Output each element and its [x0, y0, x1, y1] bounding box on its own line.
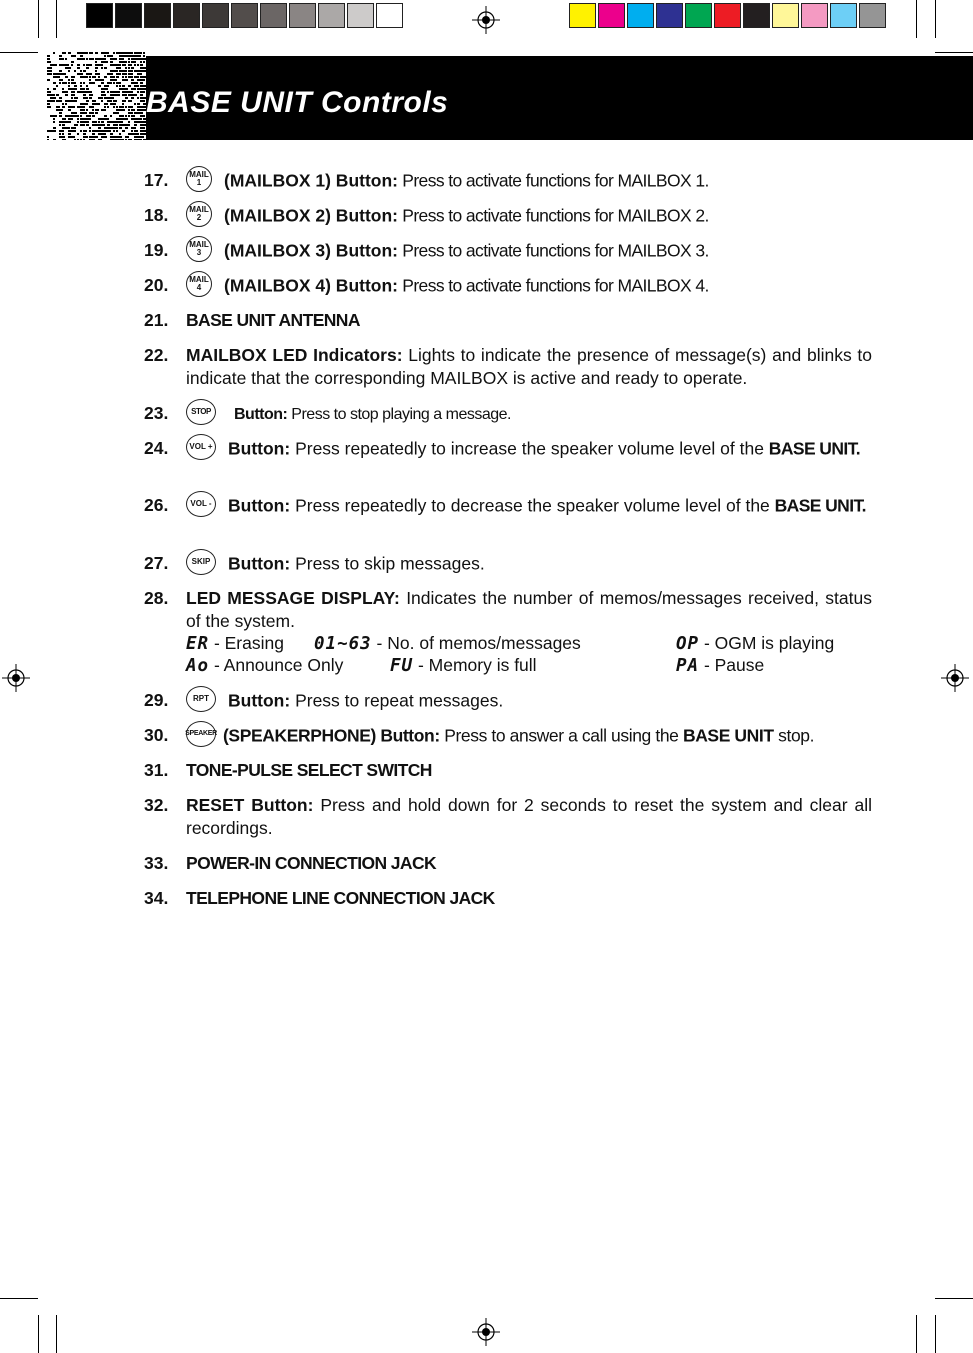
item-text: Indicates the number of memos/messages received, status of the system.: [186, 588, 872, 631]
item-label: LED MESSAGE DISPLAY:: [186, 588, 400, 608]
item-text: Press repeatedly to decrease the speaker volume level of the: [290, 495, 775, 516]
item-label-emphasis: BASE UNIT: [682, 725, 774, 746]
item-number: 32.: [144, 795, 169, 815]
color-swatch: [656, 3, 683, 28]
crop-mark: [935, 0, 936, 38]
item-number: 26.: [144, 495, 169, 515]
list-item: [144, 587, 872, 676]
item-label: Button:: [228, 495, 291, 516]
crop-mark: [38, 1315, 39, 1353]
item-number: 24.: [144, 438, 169, 458]
gray-swatch: [376, 3, 403, 28]
item-text: Press repeatedly to increase the speaker volume level of the: [290, 438, 769, 459]
item-label: (SPEAKERPHONE) Button:: [223, 725, 440, 746]
item-text: Press to activate functions for MAILBOX 4.: [398, 275, 709, 296]
item-label: BASE UNIT ANTENNA: [186, 310, 360, 330]
gray-swatch: [115, 3, 142, 28]
gray-swatch: [318, 3, 345, 28]
color-swatch: [714, 3, 741, 28]
item-label-emphasis: BASE UNIT.: [774, 495, 866, 516]
item-text: Lights to indicate the presence of message(s) and blinks to indicate that the corresponding MAILBOX is active and ready to operate.: [186, 345, 872, 388]
crop-mark: [56, 1315, 57, 1353]
led-legend-entry: [314, 632, 581, 656]
item-text: Press and hold down for 2 seconds to reset the system and clear all recordings.: [186, 795, 872, 838]
item-label: TELEPHONE LINE CONNECTION JACK: [186, 888, 495, 908]
item-number: 21.: [144, 310, 169, 330]
color-swatch: [859, 3, 886, 28]
gray-swatch: [260, 3, 287, 28]
item-text: stop.: [773, 725, 815, 746]
item-number: 17.: [144, 170, 169, 190]
item-number: 31.: [144, 760, 169, 780]
color-swatch: [569, 3, 596, 28]
item-text: Press to activate functions for MAILBOX 1.: [398, 170, 709, 191]
led-code: 01~63: [314, 634, 372, 654]
item-label: Button:: [228, 553, 291, 574]
gray-swatch: [289, 3, 316, 28]
registration-mark-icon: [472, 6, 500, 34]
crop-mark: [916, 1315, 917, 1353]
page-title: BASE UNIT Controls: [146, 86, 449, 119]
item-label: (MAILBOX 4) Button:: [224, 275, 398, 296]
crop-mark: [935, 52, 973, 53]
color-swatch: [685, 3, 712, 28]
led-description: - Pause: [699, 655, 765, 675]
led-code: Ao: [186, 656, 210, 676]
item-label: Button:: [234, 406, 288, 424]
item-label-emphasis: BASE UNIT.: [768, 438, 861, 459]
color-swatch: [830, 3, 857, 28]
led-description: - Memory is full: [413, 655, 537, 675]
item-label: (MAILBOX 1) Button:: [224, 170, 398, 191]
crop-mark: [935, 1298, 973, 1299]
item-text: Press to answer a call using the: [439, 725, 683, 746]
led-legend-entry: [390, 654, 537, 678]
led-description: - OGM is playing: [699, 633, 835, 653]
color-swatch: [627, 3, 654, 28]
item-number: 30.: [144, 725, 169, 745]
stop-button-icon: STOP: [186, 399, 216, 425]
led-code: PA: [676, 656, 700, 676]
gray-swatch: [347, 3, 374, 28]
mailbox-1-button-icon: MAIL 1: [186, 166, 212, 192]
item-text: Press to repeat messages.: [290, 690, 504, 711]
gray-swatch: [231, 3, 258, 28]
gray-swatch: [144, 3, 171, 28]
mailbox-4-button-icon: MAIL 4: [186, 271, 212, 297]
item-number: 20.: [144, 275, 169, 295]
led-code: OP: [676, 634, 700, 654]
item-number: 19.: [144, 240, 169, 260]
item-text: Press to skip messages.: [290, 553, 485, 574]
mailbox-2-button-icon: MAIL 2: [186, 201, 212, 227]
item-label: MAILBOX LED Indicators:: [186, 345, 403, 365]
speakerphone-button-icon: SPEAKER: [186, 721, 216, 747]
item-number: 33.: [144, 853, 169, 873]
led-legend-entry: [676, 654, 764, 678]
item-text: Press to activate functions for MAILBOX 2.: [398, 205, 709, 226]
crop-mark: [935, 1315, 936, 1353]
led-code: FU: [390, 656, 414, 676]
item-number: 34.: [144, 888, 169, 908]
item-label: TONE-PULSE SELECT SWITCH: [186, 760, 432, 780]
item-number: 23.: [144, 403, 169, 423]
registration-mark-icon: [2, 664, 30, 692]
item-label: POWER-IN CONNECTION JACK: [186, 853, 437, 873]
item-label: Button:: [228, 690, 291, 711]
gray-swatch: [202, 3, 229, 28]
led-legend-entry: [186, 654, 343, 678]
led-legend-entry: [186, 632, 284, 656]
item-number: 28.: [144, 588, 169, 608]
led-code: ER: [186, 634, 210, 654]
gray-swatch: [86, 3, 113, 28]
crop-mark: [0, 52, 38, 53]
header-bar-top: [146, 56, 973, 70]
item-label: RESET Button:: [186, 795, 314, 815]
crop-mark: [0, 1298, 38, 1299]
skip-button-icon: SKIP: [186, 549, 216, 575]
color-swatch: [801, 3, 828, 28]
crop-mark: [38, 0, 39, 38]
item-label: (MAILBOX 3) Button:: [224, 240, 398, 261]
mailbox-3-button-icon: MAIL 3: [186, 236, 212, 262]
color-swatch: [598, 3, 625, 28]
color-swatch: [743, 3, 770, 28]
item-number: 18.: [144, 205, 169, 225]
header-pattern-graphic: [47, 52, 146, 140]
gray-swatch: [173, 3, 200, 28]
volume-up-button-icon: VOL +: [186, 434, 216, 460]
registration-mark-icon: [472, 1318, 500, 1346]
item-text: Press to stop playing a message.: [287, 406, 511, 424]
led-description: - Announce Only: [209, 655, 344, 675]
item-number: 27.: [144, 553, 169, 573]
item-label: (MAILBOX 2) Button:: [224, 205, 398, 226]
crop-mark: [56, 0, 57, 38]
crop-mark: [916, 0, 917, 38]
item-text: Press to activate functions for MAILBOX 3.: [398, 240, 709, 261]
item-number: 22.: [144, 345, 169, 365]
repeat-button-icon: RPT: [186, 686, 216, 712]
volume-down-button-icon: VOL -: [186, 491, 216, 517]
item-number: 29.: [144, 690, 169, 710]
led-legend-entry: [676, 632, 834, 656]
led-description: - No. of memos/messages: [371, 633, 581, 653]
color-swatch: [772, 3, 799, 28]
led-description: - Erasing: [209, 633, 284, 653]
item-label: Button:: [228, 438, 291, 459]
registration-mark-icon: [941, 664, 969, 692]
